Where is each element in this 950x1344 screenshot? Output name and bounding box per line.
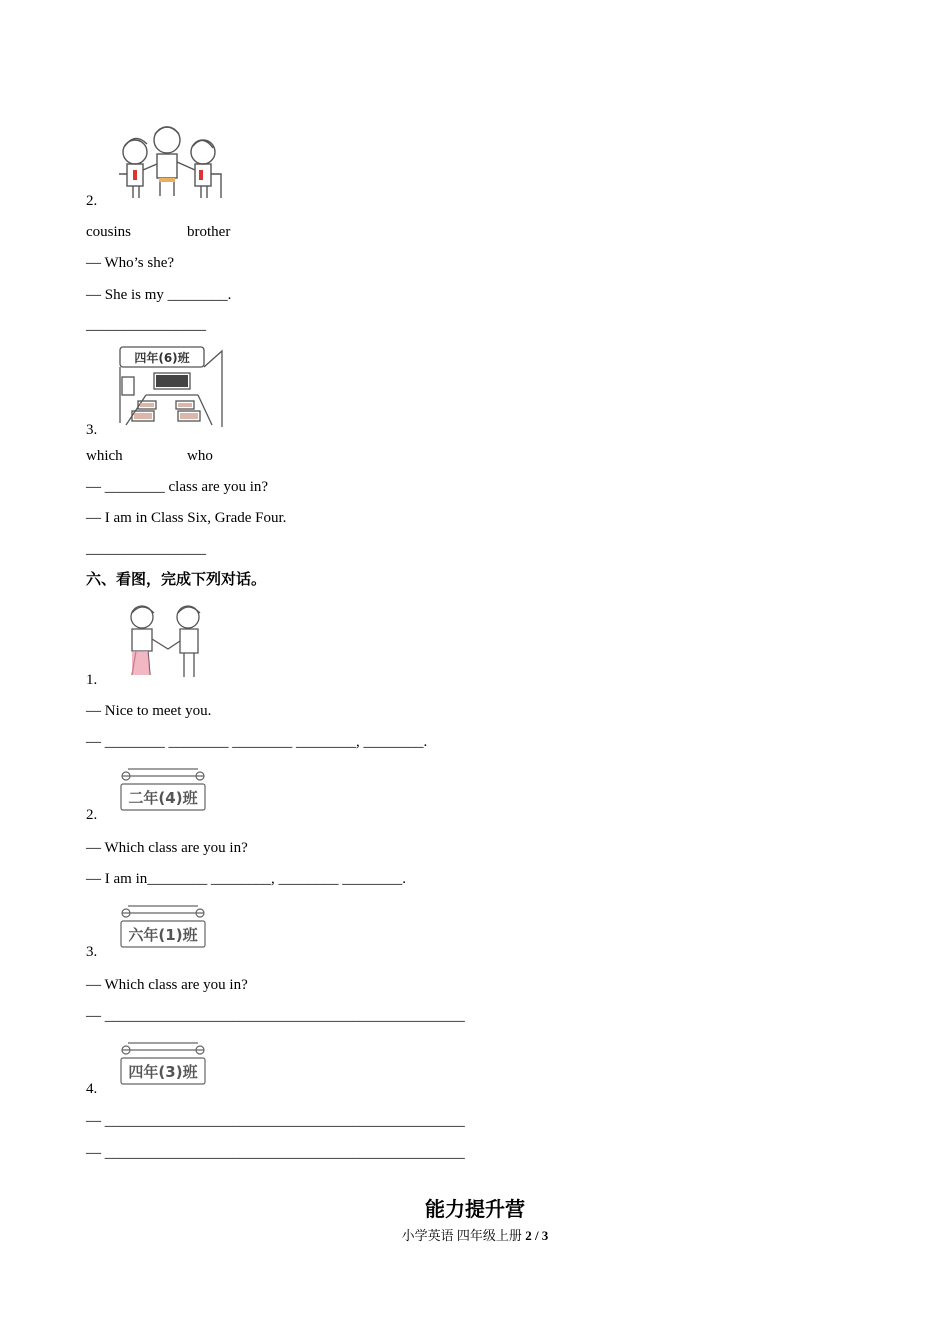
class-sign-text: 二年(4)班 (128, 789, 198, 807)
word-choice: brother (187, 224, 231, 240)
question-number: 3. (86, 944, 98, 960)
three-children-picture (113, 122, 225, 200)
section-heading: 六、看图，完成下列对话。 (86, 570, 267, 588)
class-sign-text: 六年(1)班 (128, 926, 198, 944)
class-sign-text: 四年(3)班 (128, 1063, 198, 1081)
footer-subject: 小学英语 四年级上册 (401, 1228, 522, 1243)
question-number: 2. (86, 807, 98, 823)
answer-line[interactable]: — ________________________________________________ (86, 1008, 465, 1024)
dialogue-line: — I am in Class Six, Grade Four. (86, 510, 287, 526)
class-sign-picture (116, 903, 210, 951)
word-choice: cousins (86, 224, 131, 240)
question-number: 2. (86, 193, 98, 209)
word-choice: who (187, 448, 213, 464)
question-number: 3. (86, 422, 98, 438)
answer-blank[interactable]: ________________ (86, 317, 206, 333)
class-sign-picture (116, 1040, 210, 1088)
dialogue-line: — She is my ________. (86, 287, 232, 303)
word-choice: which (86, 448, 123, 464)
classroom-picture (116, 345, 226, 427)
class-sign-text: 四年(6)班 (134, 351, 190, 365)
class-sign-picture (116, 766, 210, 814)
footer-title: 能力提升营 (425, 1197, 525, 1221)
answer-line[interactable]: — ________ ________ ________ ________, ________. (86, 734, 428, 750)
dialogue-line: — Who’s she? (86, 255, 175, 271)
dialogue-line: — ________ class are you in? (86, 479, 269, 495)
answer-blank[interactable]: ________________ (86, 541, 206, 557)
handshake-picture (118, 603, 210, 677)
footer-info (0, 1225, 950, 1244)
answer-line[interactable]: — I am in________ ________, ________ ________. (86, 871, 406, 887)
answer-line[interactable]: — ________________________________________________ (86, 1113, 465, 1129)
question-number: 4. (86, 1081, 98, 1097)
page-number: 2 / 3 (525, 1228, 549, 1243)
question-number: 1. (86, 672, 98, 688)
dialogue-line: — Nice to meet you. (86, 703, 212, 719)
dialogue-line: — Which class are you in? (86, 840, 248, 856)
answer-line[interactable]: — ________________________________________________ (86, 1145, 465, 1161)
dialogue-line: — Which class are you in? (86, 977, 248, 993)
